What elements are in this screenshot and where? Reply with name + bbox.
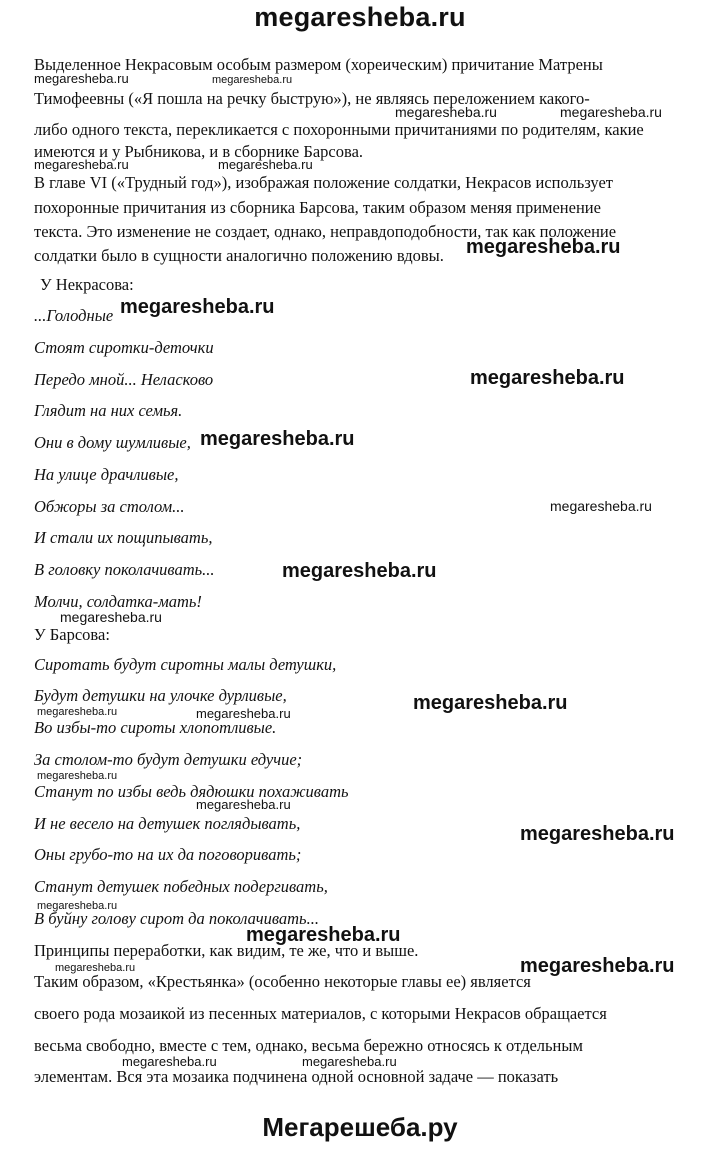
paragraph-line: либо одного текста, перекликается с похоронными причитаниями по родителям, какие xyxy=(34,120,644,139)
poem-line: Стоят сиротки-деточки xyxy=(34,338,214,357)
poem-line: Передо мной... Неласково xyxy=(34,370,214,389)
poem-line: Глядит на них семья. xyxy=(34,401,183,420)
watermark: megaresheba.ru xyxy=(218,157,313,172)
paragraph-line: Выделенное Некрасовым особым размером (хореическим) причитание Матрены xyxy=(34,55,603,74)
watermark: megaresheba.ru xyxy=(395,104,497,120)
poem-line: Молчи, солдатка-мать! xyxy=(34,592,202,611)
watermark: megaresheba.ru xyxy=(550,498,652,514)
watermark: megaresheba.ru xyxy=(55,962,136,974)
poem-line: За столом-то будут детушки едучие; xyxy=(34,750,303,769)
poem-line: Оны грубо-то на их да поговоривать; xyxy=(34,845,302,864)
watermark: megaresheba.ru xyxy=(212,74,293,86)
paragraph-line: солдатки было в сущности аналогично положению вдовы. xyxy=(34,246,444,265)
paragraph-line: Таким образом, «Крестьянка» (особенно некоторые главы ее) является xyxy=(34,972,531,991)
poem-line: ...Голодные xyxy=(34,306,114,325)
watermark: megaresheba.ru xyxy=(37,900,118,912)
paragraph-line: весьма свободно, вместе с тем, однако, весьма бережно относясь к отдельным xyxy=(34,1036,583,1055)
watermark: megaresheba.ru xyxy=(37,706,118,718)
watermark: megaresheba.ru xyxy=(122,1054,217,1069)
watermark: megaresheba.ru xyxy=(466,236,621,258)
poem-line: Сиротать будут сиротны малы детушки, xyxy=(34,655,337,674)
watermark: megaresheba.ru xyxy=(520,823,675,845)
watermark: megaresheba.ru xyxy=(470,367,625,389)
watermark: megaresheba.ru xyxy=(302,1054,397,1069)
section-label-nekrasov: У Некрасова: xyxy=(40,275,134,294)
watermark: megaresheba.ru xyxy=(34,71,129,86)
watermark: megaresheba.ru xyxy=(34,157,129,172)
site-footer: Мегарешеба.ру xyxy=(262,1112,458,1142)
poem-line: Станут по избы ведь дядюшки похаживать xyxy=(34,782,349,801)
watermark: megaresheba.ru xyxy=(413,692,568,714)
section-label-barsov: У Барсова: xyxy=(34,625,110,644)
watermark: megaresheba.ru xyxy=(520,955,675,977)
watermark: megaresheba.ru xyxy=(60,609,162,625)
paragraph-line: В главе VI («Трудный год»), изображая положение солдатки, Некрасов использует xyxy=(34,173,613,192)
watermark: megaresheba.ru xyxy=(200,428,355,450)
watermark: megaresheba.ru xyxy=(196,797,291,812)
poem-line: На улице драчливые, xyxy=(34,465,179,484)
poem-line: В головку поколачивать... xyxy=(34,560,215,579)
watermark: megaresheba.ru xyxy=(282,560,437,582)
paragraph-line: Тимофеевны («Я пошла на речку быструю»), не являясь переложением какого- xyxy=(34,89,590,108)
watermark: megaresheba.ru xyxy=(246,924,401,946)
paragraph-line: текста. Это изменение не создает, однако, неправдоподобности, так как положение xyxy=(34,222,617,241)
watermark: megaresheba.ru xyxy=(37,770,118,782)
site-header: megaresheba.ru xyxy=(254,2,466,32)
paragraph-line: похоронные причитания из сборника Барсова, таким образом меняя применение xyxy=(34,198,601,217)
watermark: megaresheba.ru xyxy=(120,296,275,318)
poem-line: Они в дому шумливые, xyxy=(34,433,191,452)
poem-line: Во избы-то сироты хлопотливые. xyxy=(34,718,277,737)
paragraph-line: Принципы переработки, как видим, те же, что и выше. xyxy=(34,941,419,960)
poem-line: И не весело на детушек поглядывать, xyxy=(34,814,301,833)
watermark: megaresheba.ru xyxy=(560,104,662,120)
poem-line: В буйну голову сирот да поколачивать... xyxy=(34,909,319,928)
poem-line: И стали их пощипывать, xyxy=(34,528,213,547)
paragraph-line: своего рода мозаикой из песенных материалов, с которыми Некрасов обращается xyxy=(34,1004,607,1023)
poem-line: Станут детушек победных подергивать, xyxy=(34,877,328,896)
paragraph-line: имеются и у Рыбникова, и в сборнике Барсова. xyxy=(34,142,364,161)
paragraph-line: элементам. Вся эта мозаика подчинена одной основной задаче — показать xyxy=(34,1067,559,1086)
poem-line: Обжоры за столом... xyxy=(34,497,185,516)
poem-line: Будут детушки на улочке дурливые, xyxy=(34,686,287,705)
watermark: megaresheba.ru xyxy=(196,706,291,721)
